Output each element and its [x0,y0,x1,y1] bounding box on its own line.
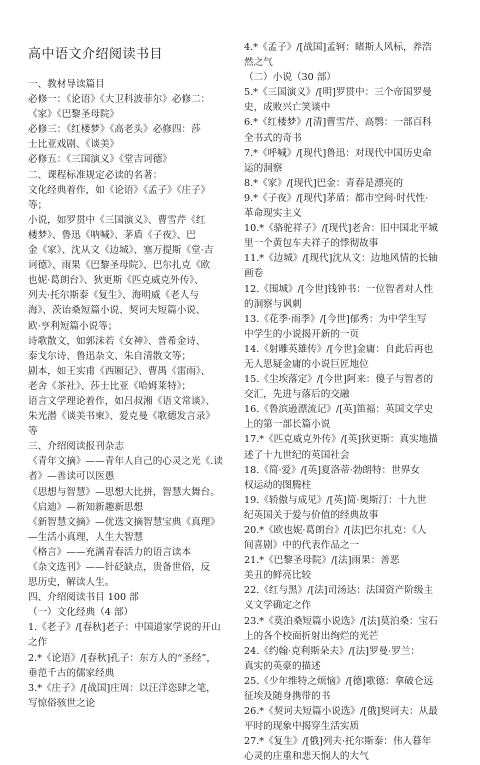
text-line: （二）小说（30 部） [244,72,337,84]
text-line: 21.*《巴黎圣母院》/[法]雨果：善恶 [244,555,400,567]
text-line: 义文学确定之作 [244,600,312,612]
text-line: 1.《老子》/[春秋]老子：中国道家学说的开山 [28,622,221,634]
text-line: 征埃及随身携带的书 [244,691,331,703]
text-line: 者》—善读可以医愚 [28,471,115,483]
text-line: 20.*《欧也妮·葛朗台》/[法]巴尔扎克：《人 [244,525,427,536]
text-line: 写惊俗骇世之论 [28,697,96,709]
text-line: 4.*《孟子》/[战国]孟轲：睹斯人风标，养浩 [244,42,432,53]
text-line: 23.*《莫泊桑短篇小说选》/[法]莫泊桑：宝石 [244,615,438,627]
text-line: 12.《围城》/[今世]钱钟书：一位智者对人性 [244,283,434,295]
text-line: 间喜剧》中的代表作品之一 [244,540,360,552]
text-line: 述了十九世纪的英国社会 [244,449,350,461]
text-line: 交汇，先进与落后的交融 [244,389,350,401]
text-line: 画卷 [244,268,264,280]
text-line: 文化经典着作，如《论语》《孟子》《庄子》 [28,184,211,196]
text-line: 海》、茨诒桑短篇小说、契诃夫短篇小说、 [28,305,206,317]
text-line: 17.*《匹克威克外传》/[英]狄更斯：真实地描 [244,434,438,446]
text-line: 《思想与智慧》—思想大比拼，智慧大舞台。 [28,486,220,498]
text-line: 语言文学理论着作，如吕叔湘《语文常谈》、 [28,395,216,407]
right-column [244,40,460,765]
text-line: 27.*《复生》/[俄]列夫·托尔斯泰：伟人暮年 [244,736,432,748]
text-line: 诃德》、雨果《巴黎圣母院》、巴尔扎克《欧 [28,260,211,272]
page-title: 高中语文介绍阅读书目 [28,47,164,62]
right-column-body [244,40,460,765]
text-line: 5.*《三国演义》/[明]罗贯中：三个帝国罗曼 [244,87,432,99]
text-line: 四、介绍阅读书目 100 部 [28,592,139,604]
text-line: 必修三：《红楼梦》《高老头》必修四：莎 [28,124,201,136]
text-line: 无人思疑金庸的小说巨匠地位 [244,358,369,370]
text-line: 权运动的图腾柱 [244,479,312,491]
text-line: 6.*《红楼梦》/[清]曹雪芹、高鹗：一部百科 [244,117,432,129]
text-line: 美丑的鲜亮比较 [244,570,312,582]
text-line: 思历史，解读人生。 [28,577,115,589]
text-line: 然之气 [244,57,273,69]
text-line: 13.《花季·雨季》/[今世]郁秀：为中学生写 [244,313,427,325]
text-line: 9.*《子夜》/[现代]茅盾：都市空间·时代性· [244,192,429,204]
text-line: 7.*《呼喊》/[现代]鲁迅：对现代中国历史命 [244,147,432,159]
text-line: 《启迪》—新知新趣新思想 [28,501,144,513]
text-line: 上的第一部长篇小说 [244,419,331,431]
text-line: —生活小真理，人生大智慧 [28,531,144,543]
text-line: 上的各个校面折射出绚烂的光芒 [244,630,379,642]
text-line: 等； [28,199,48,211]
text-line: 《青年文摘》——青年人自己的心灵之光《.读 [28,456,223,468]
text-line: 22.《红与黑》/[法]司汤达：法国资产阶级主 [244,585,434,597]
text-line: 《家》《巴黎圣母院》 [28,109,120,121]
text-line: 革命现实主义 [244,208,302,220]
text-line: 欧·亨利短篇小说等； [28,320,118,332]
text-line: 3.*《庄子》/[战国]庄周：以汪洋恣肆之笔， [28,682,216,694]
text-line: 诗歌散文，如郭沫若《女神》、普希金诗、 [28,335,206,347]
text-line: 《杂文选刊》——针砭缺点，贵备世俗，反 [28,562,211,573]
left-column [28,46,233,711]
text-line: 也妮·葛朗台》、狄更斯《匹克威克外传》、 [28,275,204,287]
text-line: 16.《鲁滨逊漂流记》/[英]笛福：英国文学史 [244,404,434,416]
text-line: 的洞察与讽刺 [244,298,302,310]
text-line: 等 [28,426,38,438]
text-line: 19.《轿傲与成见》/[英]简·奥斯汀：十九世 [244,494,427,506]
text-line: 二、课程标准规定必读的名著： [28,169,163,181]
text-line: 25.《少年维特之烦恼》/[德]歌德：拿破仑远 [244,675,434,687]
text-line: 必修五：《三国演义》《堂吉诃德》 [28,154,172,166]
text-line: 10.*《骆驼祥子》/[现代]老舍：旧中国北平城 [244,223,438,235]
text-line: 26.*《契诃夫短篇小说选》/[俄]契诃夫：从最 [244,706,438,718]
left-column-body [28,77,233,711]
text-line: 泰戈尔诗、鲁迅杂文、朱自清散文等； [28,350,192,362]
text-line: 全书式的奇书 [244,132,302,144]
text-line: 《格言》——充满青春活力的语言读本 [28,546,192,558]
text-line: 垂范千古的儒家经典 [28,667,115,679]
text-line: 朱光潜《谈美书柬》、爱克曼《歌德发言录》 [28,411,216,423]
text-line: 纪英国关于爱与价值的经典故事 [244,509,379,521]
text-line: 三、介绍阅读报刊杂志 [28,441,124,453]
text-line: 金《家》、沈从文《边城》、塞万提斯《堂·吉 [28,245,214,257]
text-line: 真实的英豪的描述 [244,660,321,672]
text-line: 老舍《茶社》、莎士比亚《哈姆莱特》； [28,380,192,392]
text-line: 中学生的小说揭开新的一页 [244,328,360,340]
text-line: 11.*《边城》/[现代]沈从文：边地风情的长轴 [244,253,438,265]
text-line: 运的洞察 [244,162,283,174]
text-line: 必修一：《论语》《大卫科波菲尔》必修二： [28,94,211,106]
text-line: 《新智慧文摘》—优选文摘智慧宝典《真理》 [28,516,220,528]
text-line: 楼梦》、鲁迅《呐喊》、茅盾《子夜》、巴 [28,229,196,241]
text-line: （一）文化经典（4 部） [28,607,134,619]
text-line: 里一个黄包车夫祥子的悸彻故事 [244,238,379,250]
text-line: 士比亚戏剧、《谈美》 [28,139,120,151]
text-line: 心灵的庄重和悲天悯人的大气 [244,751,369,763]
text-line: 15.《尘埃落定》/[今世]阿来：傻子与智者的 [244,374,434,386]
text-line: 小说，如罗贯中《三国演义》、曹雪芹《红 [28,214,206,226]
text-line: 列夫·托尔斯泰《复生》、海明威《老人与 [28,290,199,302]
text-line: 剧本，如王实甫《西厢记》、曹禺《雷雨》、 [28,365,211,377]
text-line: 平时的现象中揭穿生活实质 [244,721,360,733]
text-line: 一、教材导读篇目 [28,79,105,90]
text-line: 之作 [28,637,48,649]
text-line: 2.*《论语》/[春秋]孔子：东方人的“圣经”， [28,652,216,664]
text-line: 18.《简·爱》/[英]夏洛蒂·勃朗特：世界女 [244,464,420,476]
text-line: 史，成败兴亡笑谈中 [244,102,331,114]
text-line: 24.《约翰·克利斯朵夫》/[法]罗曼·罗兰： [244,645,420,657]
text-line: 8.*《家》/[现代]巴金：青春是漂亮的 [244,177,403,189]
text-line: 14.《射雕英雄传》/[今世]金庸：自此后再也 [244,343,434,355]
